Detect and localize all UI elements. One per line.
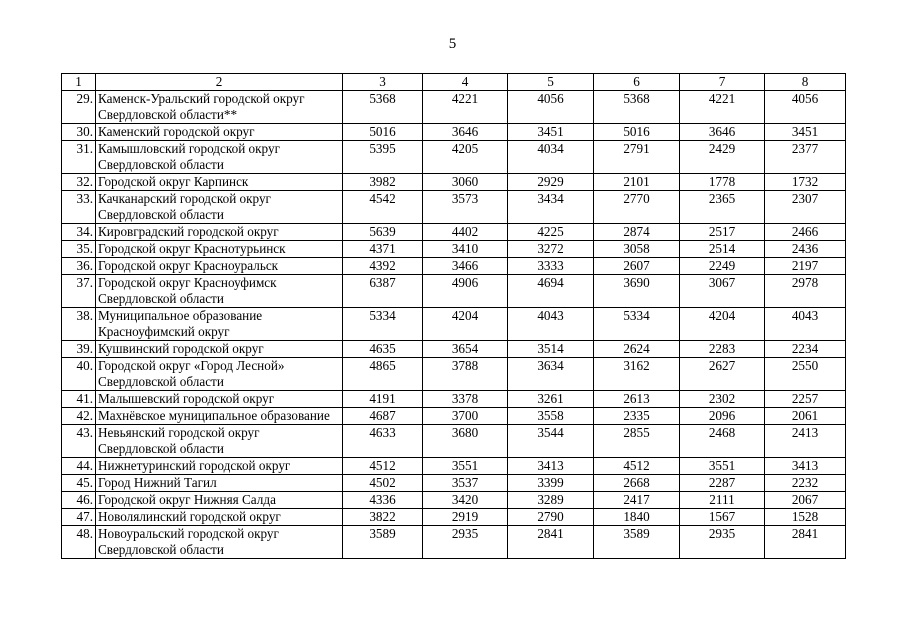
value-cell: 4371: [343, 241, 423, 258]
municipality-name: Город Нижний Тагил: [96, 475, 343, 492]
value-cell: 4512: [594, 458, 680, 475]
value-cell: 2624: [594, 341, 680, 358]
value-cell: 4336: [343, 492, 423, 509]
municipality-name: Каменский городской округ: [96, 124, 343, 141]
row-number: 48.: [62, 526, 96, 559]
value-cell: 4906: [423, 275, 508, 308]
value-cell: 3413: [765, 458, 846, 475]
value-cell: 3451: [508, 124, 594, 141]
column-header: 2: [96, 74, 343, 91]
table-row: [62, 91, 846, 124]
table-row: [62, 174, 846, 191]
row-number: 45.: [62, 475, 96, 492]
value-cell: 2287: [680, 475, 765, 492]
value-cell: 2919: [423, 509, 508, 526]
value-cell: 2232: [765, 475, 846, 492]
value-cell: 5368: [343, 91, 423, 124]
table-row: [62, 358, 846, 391]
municipality-name: Невьянский городской округ Свердловской области: [96, 425, 343, 458]
municipality-name: Новолялинский городской округ: [96, 509, 343, 526]
data-table: [61, 73, 846, 559]
value-cell: 2550: [765, 358, 846, 391]
value-cell: 2929: [508, 174, 594, 191]
municipality-name: Махнёвское муниципальное образование: [96, 408, 343, 425]
value-cell: 3690: [594, 275, 680, 308]
value-cell: 4043: [508, 308, 594, 341]
value-cell: 2791: [594, 141, 680, 174]
value-cell: 4056: [765, 91, 846, 124]
value-cell: 2111: [680, 492, 765, 509]
value-cell: 3551: [423, 458, 508, 475]
value-cell: 2855: [594, 425, 680, 458]
value-cell: 3700: [423, 408, 508, 425]
column-header: 3: [343, 74, 423, 91]
value-cell: 3982: [343, 174, 423, 191]
table-row: [62, 408, 846, 425]
value-cell: 2978: [765, 275, 846, 308]
value-cell: 5334: [343, 308, 423, 341]
row-number: 41.: [62, 391, 96, 408]
value-cell: 2935: [423, 526, 508, 559]
value-cell: 3410: [423, 241, 508, 258]
value-cell: 3537: [423, 475, 508, 492]
value-cell: 3822: [343, 509, 423, 526]
value-cell: 4687: [343, 408, 423, 425]
value-cell: 3654: [423, 341, 508, 358]
table-row: [62, 275, 846, 308]
value-cell: 1778: [680, 174, 765, 191]
value-cell: 2096: [680, 408, 765, 425]
value-cell: 4502: [343, 475, 423, 492]
value-cell: 2234: [765, 341, 846, 358]
value-cell: 2668: [594, 475, 680, 492]
value-cell: 3589: [594, 526, 680, 559]
header-row: [62, 74, 846, 91]
column-header: 4: [423, 74, 508, 91]
value-cell: 2613: [594, 391, 680, 408]
value-cell: 2067: [765, 492, 846, 509]
row-number: 34.: [62, 224, 96, 241]
value-cell: 2790: [508, 509, 594, 526]
value-cell: 4225: [508, 224, 594, 241]
municipality-name: Кировградский городской округ: [96, 224, 343, 241]
row-number: 39.: [62, 341, 96, 358]
column-header: 1: [62, 74, 96, 91]
row-number: 37.: [62, 275, 96, 308]
page-number: 5: [448, 36, 457, 52]
municipality-name: Городской округ Карпинск: [96, 174, 343, 191]
table-row: [62, 492, 846, 509]
value-cell: 2517: [680, 224, 765, 241]
value-cell: 3333: [508, 258, 594, 275]
value-cell: 1732: [765, 174, 846, 191]
value-cell: 4402: [423, 224, 508, 241]
value-cell: 2249: [680, 258, 765, 275]
column-header: 8: [765, 74, 846, 91]
table-row: [62, 141, 846, 174]
value-cell: 3544: [508, 425, 594, 458]
value-cell: 3060: [423, 174, 508, 191]
value-cell: 2935: [680, 526, 765, 559]
value-cell: 5639: [343, 224, 423, 241]
value-cell: 2770: [594, 191, 680, 224]
value-cell: 3434: [508, 191, 594, 224]
value-cell: 1528: [765, 509, 846, 526]
value-cell: 2377: [765, 141, 846, 174]
value-cell: 3451: [765, 124, 846, 141]
value-cell: 3573: [423, 191, 508, 224]
value-cell: 2257: [765, 391, 846, 408]
value-cell: 4204: [423, 308, 508, 341]
row-number: 32.: [62, 174, 96, 191]
table-row: [62, 475, 846, 492]
value-cell: 2429: [680, 141, 765, 174]
value-cell: 5334: [594, 308, 680, 341]
value-cell: 1567: [680, 509, 765, 526]
municipality-name: Городской округ Красноуральск: [96, 258, 343, 275]
value-cell: 5016: [594, 124, 680, 141]
municipality-name: Малышевский городской округ: [96, 391, 343, 408]
value-cell: 5016: [343, 124, 423, 141]
value-cell: 2302: [680, 391, 765, 408]
value-cell: 2417: [594, 492, 680, 509]
value-cell: 2197: [765, 258, 846, 275]
value-cell: 5368: [594, 91, 680, 124]
value-cell: 2514: [680, 241, 765, 258]
value-cell: 4542: [343, 191, 423, 224]
value-cell: 4512: [343, 458, 423, 475]
municipality-name: Новоуральский городской округ Свердловской области: [96, 526, 343, 559]
row-number: 47.: [62, 509, 96, 526]
value-cell: 3162: [594, 358, 680, 391]
value-cell: 2874: [594, 224, 680, 241]
value-cell: 2365: [680, 191, 765, 224]
value-cell: 3261: [508, 391, 594, 408]
column-header: 7: [680, 74, 765, 91]
table-row: [62, 391, 846, 408]
value-cell: 4694: [508, 275, 594, 308]
table-row: [62, 124, 846, 141]
value-cell: 4392: [343, 258, 423, 275]
value-cell: 3378: [423, 391, 508, 408]
value-cell: 2061: [765, 408, 846, 425]
value-cell: 6387: [343, 275, 423, 308]
municipality-name: Городской округ Красноуфимск Свердловской области: [96, 275, 343, 308]
value-cell: 3289: [508, 492, 594, 509]
municipality-name: Камышловский городской округ Свердловской области: [96, 141, 343, 174]
table-row: [62, 341, 846, 358]
value-cell: 3514: [508, 341, 594, 358]
row-number: 43.: [62, 425, 96, 458]
table-row: [62, 224, 846, 241]
value-cell: 3646: [680, 124, 765, 141]
table-row: [62, 308, 846, 341]
value-cell: 3420: [423, 492, 508, 509]
row-number: 30.: [62, 124, 96, 141]
value-cell: 3558: [508, 408, 594, 425]
row-number: 35.: [62, 241, 96, 258]
value-cell: 3551: [680, 458, 765, 475]
row-number: 46.: [62, 492, 96, 509]
municipality-name: Городской округ Нижняя Салда: [96, 492, 343, 509]
value-cell: 2335: [594, 408, 680, 425]
value-cell: 3680: [423, 425, 508, 458]
value-cell: 2307: [765, 191, 846, 224]
table-row: [62, 241, 846, 258]
value-cell: 2841: [508, 526, 594, 559]
municipality-name: Муниципальное образование Красноуфимский округ: [96, 308, 343, 341]
value-cell: 1840: [594, 509, 680, 526]
value-cell: 2466: [765, 224, 846, 241]
value-cell: 2283: [680, 341, 765, 358]
value-cell: 2627: [680, 358, 765, 391]
row-number: 38.: [62, 308, 96, 341]
value-cell: 3589: [343, 526, 423, 559]
value-cell: 4633: [343, 425, 423, 458]
row-number: 31.: [62, 141, 96, 174]
municipality-name: Нижнетуринский городской округ: [96, 458, 343, 475]
table-row: [62, 258, 846, 275]
municipality-name: Городской округ Краснотурьинск: [96, 241, 343, 258]
value-cell: 3634: [508, 358, 594, 391]
value-cell: 2101: [594, 174, 680, 191]
value-cell: 3788: [423, 358, 508, 391]
municipality-name: Качканарский городской округ Свердловской области: [96, 191, 343, 224]
row-number: 29.: [62, 91, 96, 124]
value-cell: 4043: [765, 308, 846, 341]
row-number: 33.: [62, 191, 96, 224]
value-cell: 2436: [765, 241, 846, 258]
value-cell: 4056: [508, 91, 594, 124]
column-header: 6: [594, 74, 680, 91]
table-row: [62, 509, 846, 526]
municipality-name: Городской округ «Город Лесной» Свердловской области: [96, 358, 343, 391]
table-row: [62, 458, 846, 475]
value-cell: 4205: [423, 141, 508, 174]
value-cell: 2607: [594, 258, 680, 275]
municipality-name: Кушвинский городской округ: [96, 341, 343, 358]
table-row: [62, 425, 846, 458]
column-header: 5: [508, 74, 594, 91]
value-cell: 3466: [423, 258, 508, 275]
value-cell: 3413: [508, 458, 594, 475]
value-cell: 2413: [765, 425, 846, 458]
table-row: [62, 526, 846, 559]
value-cell: 3646: [423, 124, 508, 141]
row-number: 42.: [62, 408, 96, 425]
value-cell: 4221: [423, 91, 508, 124]
table-row: [62, 191, 846, 224]
value-cell: 2468: [680, 425, 765, 458]
value-cell: 2841: [765, 526, 846, 559]
value-cell: 5395: [343, 141, 423, 174]
value-cell: 4034: [508, 141, 594, 174]
value-cell: 3067: [680, 275, 765, 308]
value-cell: 4221: [680, 91, 765, 124]
value-cell: 4635: [343, 341, 423, 358]
value-cell: 3058: [594, 241, 680, 258]
value-cell: 3399: [508, 475, 594, 492]
municipality-name: Каменск-Уральский городской округ Свердловской области**: [96, 91, 343, 124]
value-cell: 4865: [343, 358, 423, 391]
value-cell: 4191: [343, 391, 423, 408]
row-number: 36.: [62, 258, 96, 275]
row-number: 44.: [62, 458, 96, 475]
value-cell: 3272: [508, 241, 594, 258]
row-number: 40.: [62, 358, 96, 391]
value-cell: 4204: [680, 308, 765, 341]
